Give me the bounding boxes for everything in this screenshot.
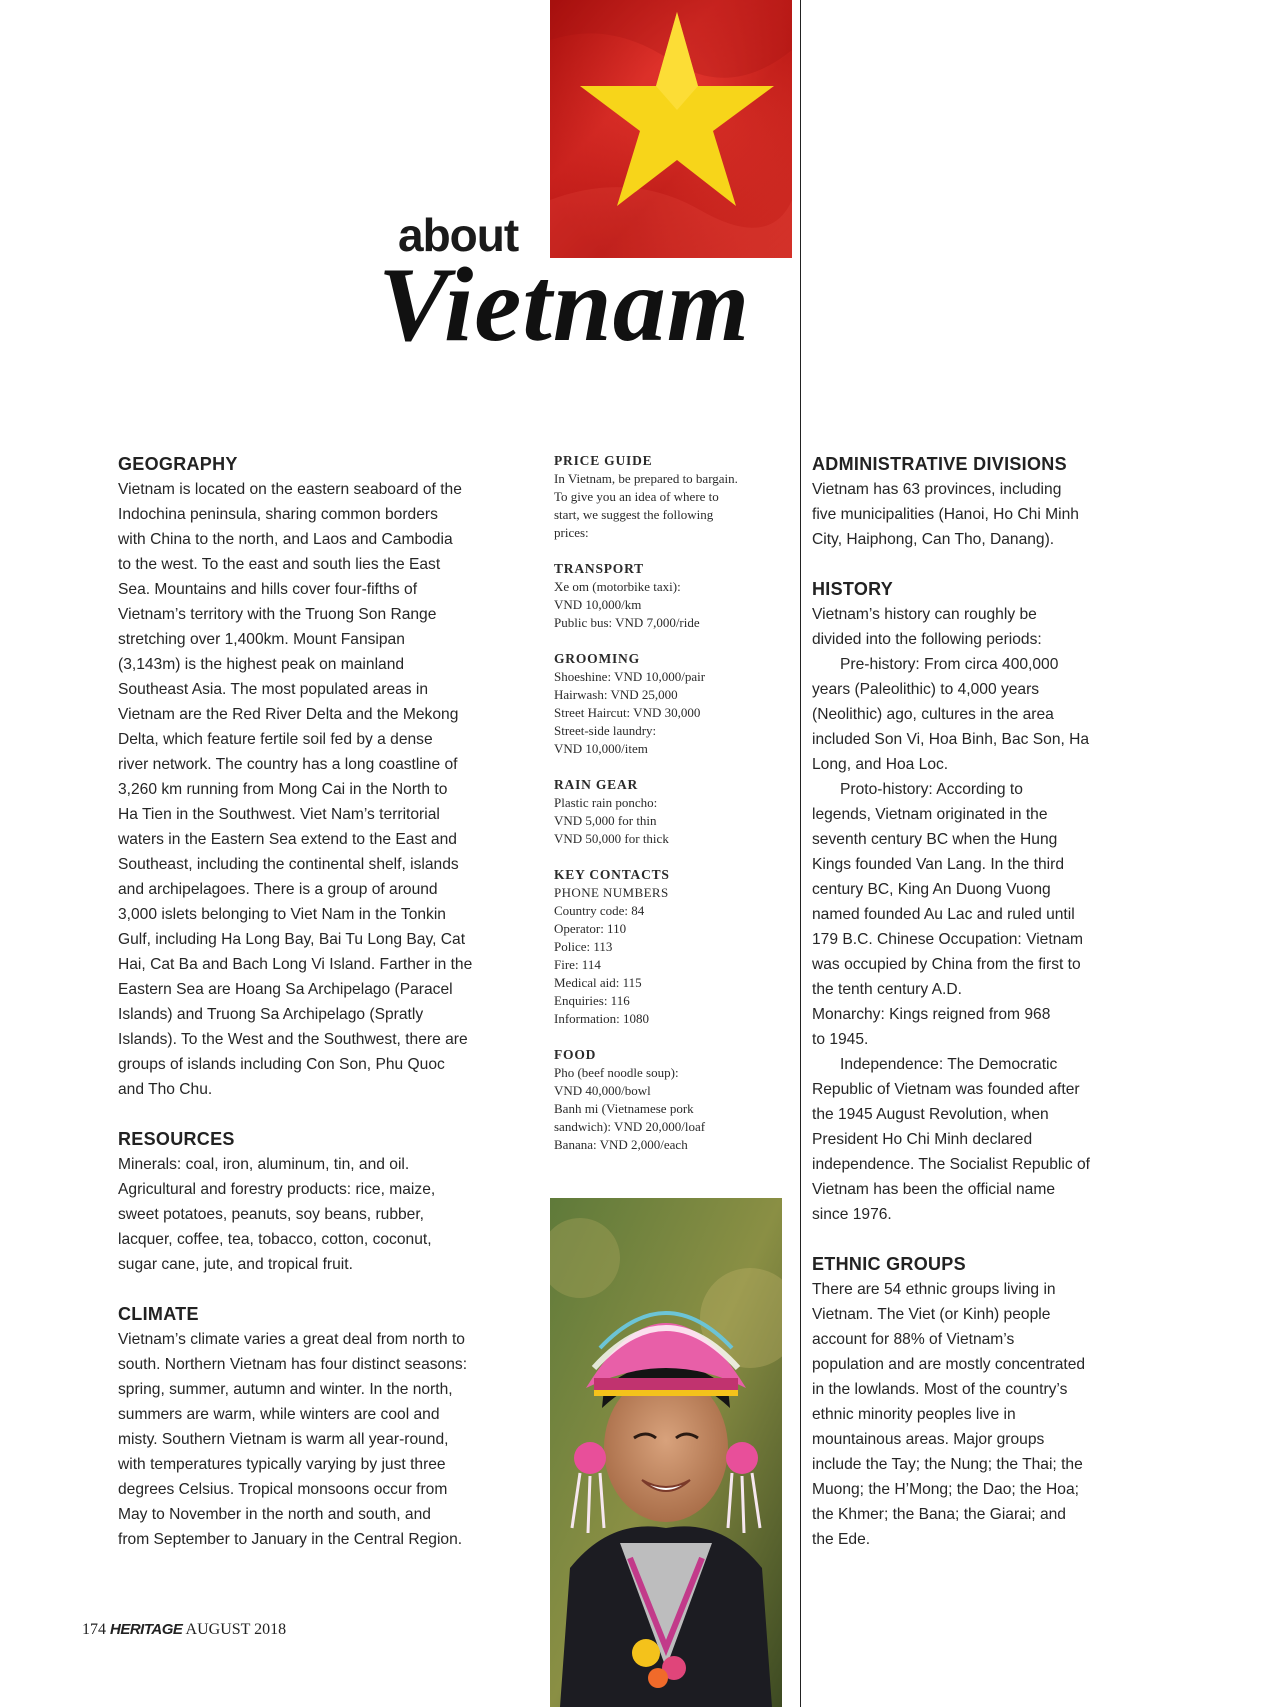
food-line: VND 40,000/bowl — [554, 1083, 651, 1098]
admin-line: Vietnam has 63 provinces, including — [812, 481, 1062, 498]
ethnic-section — [812, 1251, 1132, 1552]
grooming-heading: GROOMING — [554, 651, 640, 666]
geography-line: Gulf, including Ha Long Bay, Bai Tu Long Bay, Cat — [118, 931, 466, 948]
grooming-line: Hairwash: VND 25,000 — [554, 687, 678, 702]
history-line: since 1976. — [812, 1206, 892, 1223]
history-line: named founded Au Lac and ruled until — [812, 906, 1075, 923]
climate-line: south. Northern Vietnam has four distinct seasons: — [118, 1356, 468, 1373]
geography-line: with China to the north, and Laos and Cambodia — [118, 531, 453, 548]
ethnic-line: Muong; the H’Mong; the Dao; the Hoa; — [812, 1481, 1079, 1498]
middle-column — [554, 452, 794, 1154]
ethnic-line: account for 88% of Vietnam’s — [812, 1331, 1015, 1348]
price-guide-section — [554, 452, 794, 542]
ethnic-line: mountainous areas. Major groups — [812, 1431, 1045, 1448]
issue-date: AUGUST 2018 — [185, 1621, 287, 1638]
history-line: divided into the following periods: — [812, 631, 1042, 648]
rain-gear-line: VND 50,000 for thick — [554, 831, 669, 846]
admin-heading: ADMINISTRATIVE DIVISIONS — [812, 454, 1067, 474]
transport-section — [554, 560, 794, 632]
vietnam-flag-image — [550, 0, 792, 258]
resources-line: Agricultural and forestry products: rice, maize, — [118, 1181, 436, 1198]
geography-line: waters in the Eastern Sea extend to the East and — [118, 831, 457, 848]
history-line: Monarchy: Kings reigned from 968 — [812, 1006, 1051, 1023]
geography-line: 3,260 km running from Mong Cai in the North to — [118, 781, 448, 798]
price-guide-line: In Vietnam, be prepared to bargain. — [554, 471, 738, 486]
page-title: Vietnam — [378, 246, 751, 363]
transport-line: Xe om (motorbike taxi): — [554, 579, 681, 594]
history-line: Vietnam has been the official name — [812, 1181, 1056, 1198]
ethnic-line: ethnic minority peoples live in — [812, 1406, 1016, 1423]
history-line: Republic of Vietnam was founded after — [812, 1081, 1080, 1098]
geography-line: Vietnam’s territory with the Truong Son Range — [118, 606, 437, 623]
history-line: Proto-history: According to — [840, 781, 1023, 798]
rain-gear-heading: RAIN GEAR — [554, 777, 639, 792]
key-contacts-line: Police: 113 — [554, 939, 613, 954]
magazine-name: HERITAGE — [110, 1621, 183, 1638]
food-section — [554, 1046, 794, 1154]
geography-line: Vietnam is located on the eastern seaboard of the — [118, 481, 462, 498]
climate-line: spring, summer, autumn and winter. In the north, — [118, 1381, 453, 1398]
history-line: Independence: The Democratic — [840, 1056, 1058, 1073]
geography-line: river network. The country has a long coastline of — [118, 756, 458, 773]
geography-line: Southeast, including the continental shelf, islands — [118, 856, 459, 873]
history-line: legends, Vietnam originated in the — [812, 806, 1048, 823]
climate-body — [118, 1327, 508, 1552]
key-contacts-section — [554, 866, 794, 1028]
page-footer — [82, 1621, 286, 1639]
history-line: century BC, King An Duong Vuong — [812, 881, 1051, 898]
geography-line: Vietnam are the Red River Delta and the Mekong — [118, 706, 459, 723]
geography-line: Eastern Sea are Hoang Sa Archipelago (Paracel — [118, 981, 453, 998]
key-contacts-line: Medical aid: 115 — [554, 975, 642, 990]
geography-body — [118, 477, 508, 1102]
resources-line: sugar cane, jute, and tropical fruit. — [118, 1256, 353, 1273]
history-line: 179 B.C. Chinese Occupation: Vietnam — [812, 931, 1084, 948]
transport-body — [554, 578, 794, 632]
resources-body — [118, 1152, 508, 1277]
key-contacts-line: Country code: 84 — [554, 903, 645, 918]
woman-portrait-photo — [550, 1198, 782, 1707]
history-line: Vietnam’s history can roughly be — [812, 606, 1037, 623]
climate-line: May to November in the north and south, and — [118, 1506, 431, 1523]
climate-heading: CLIMATE — [118, 1304, 199, 1324]
geography-line: to the west. To the east and south lies the East — [118, 556, 441, 573]
food-line: Banana: VND 2,000/each — [554, 1137, 688, 1152]
climate-line: degrees Celsius. Tropical monsoons occur from — [118, 1481, 448, 1498]
rain-gear-line: Plastic rain poncho: — [554, 795, 658, 810]
admin-body — [812, 477, 1132, 552]
rain-gear-section — [554, 776, 794, 848]
climate-line: with temperatures typically varying by just three — [118, 1456, 446, 1473]
title-about: about — [398, 209, 519, 261]
history-line: was occupied by China from the first to — [812, 956, 1081, 973]
ethnic-line: Vietnam. The Viet (or Kinh) people — [812, 1306, 1051, 1323]
ethnic-heading: ETHNIC GROUPS — [812, 1254, 966, 1274]
geography-line: and archipelagoes. There is a group of around — [118, 881, 438, 898]
resources-line: sweet potatoes, peanuts, soy beans, rubber, — [118, 1206, 425, 1223]
price-guide-line: To give you an idea of where to — [554, 489, 719, 504]
grooming-line: Street-side laundry: — [554, 723, 657, 738]
geography-line: (3,143m) is the highest peak on mainland — [118, 656, 405, 673]
geography-line: Islands) and Truong Sa Archipelago (Spratly — [118, 1006, 424, 1023]
transport-line: Public bus: VND 7,000/ride — [554, 615, 700, 630]
price-guide-body — [554, 470, 794, 542]
history-line: (Neolithic) ago, cultures in the area — [812, 706, 1054, 723]
geography-line: 3,000 islets belonging to Viet Nam in the Tonkin — [118, 906, 446, 923]
right-column — [812, 451, 1132, 1552]
geography-section — [118, 451, 508, 1102]
food-heading: FOOD — [554, 1047, 597, 1062]
geography-line: Indochina peninsula, sharing common borders — [118, 506, 438, 523]
transport-line: VND 10,000/km — [554, 597, 642, 612]
climate-section — [118, 1301, 508, 1552]
geography-line: Ha Tien in the Southwest. Viet Nam’s territorial — [118, 806, 440, 823]
ethnic-line: the Ede. — [812, 1531, 871, 1548]
resources-section — [118, 1126, 508, 1277]
history-line: included Son Vi, Hoa Binh, Bac Son, Ha — [812, 731, 1090, 748]
grooming-line: Shoeshine: VND 10,000/pair — [554, 669, 706, 684]
page-number: 174 — [82, 1621, 106, 1638]
food-body — [554, 1064, 794, 1154]
geography-line: Hai, Cat Ba and Bach Long Vi Island. Farther in the — [118, 956, 473, 973]
key-contacts-line: Enquiries: 116 — [554, 993, 630, 1008]
key-contacts-line: Information: 1080 — [554, 1011, 649, 1026]
admin-section — [812, 451, 1132, 552]
history-line: years (Paleolithic) to 4,000 years — [812, 681, 1040, 698]
transport-heading: TRANSPORT — [554, 561, 644, 576]
price-guide-line: start, we suggest the following — [554, 507, 714, 522]
history-line: Pre-history: From circa 400,000 — [840, 656, 1059, 673]
history-line: the tenth century A.D. — [812, 981, 962, 998]
left-column — [118, 451, 508, 1552]
geography-line: groups of islands including Con Son, Phu Quoc — [118, 1056, 445, 1073]
geography-line: and Tho Chu. — [118, 1081, 213, 1098]
geography-line: stretching over 1,400km. Mount Fansipan — [118, 631, 405, 648]
key-contacts-body — [554, 884, 794, 1028]
key-contacts-line: Operator: 110 — [554, 921, 627, 936]
ethnic-line: in the lowlands. Most of the country’s — [812, 1381, 1068, 1398]
admin-line: City, Haiphong, Can Tho, Danang). — [812, 531, 1055, 548]
history-line: Kings founded Van Lang. In the third — [812, 856, 1064, 873]
ethnic-line: population and are mostly concentrated — [812, 1356, 1086, 1373]
resources-line: lacquer, coffee, tea, tobacco, cotton, coconut, — [118, 1231, 432, 1248]
history-line: the 1945 August Revolution, when — [812, 1106, 1049, 1123]
history-line: Long, and Hoa Loc. — [812, 756, 949, 773]
price-guide-heading: PRICE GUIDE — [554, 453, 653, 468]
grooming-line: Street Haircut: VND 30,000 — [554, 705, 701, 720]
geography-line: Sea. Mountains and hills cover four-fifths of — [118, 581, 418, 598]
geography-line: Delta, which feature fertile soil fed by a dense — [118, 731, 433, 748]
resources-line: Minerals: coal, iron, aluminum, tin, and oil. — [118, 1156, 410, 1173]
rain-gear-body — [554, 794, 794, 848]
climate-line: Vietnam’s climate varies a great deal from north to — [118, 1331, 465, 1348]
grooming-line: VND 10,000/item — [554, 741, 648, 756]
history-body — [812, 602, 1132, 1227]
history-heading: HISTORY — [812, 579, 894, 599]
food-line: Banh mi (Vietnamese pork — [554, 1101, 694, 1116]
geography-line: Southeast Asia. The most populated areas in — [118, 681, 429, 698]
history-line: independence. The Socialist Republic of — [812, 1156, 1090, 1173]
ethnic-line: the Khmer; the Bana; the Giarai; and — [812, 1506, 1066, 1523]
ethnic-line: include the Tay; the Nung; the Thai; the — [812, 1456, 1083, 1473]
price-guide-line: prices: — [554, 525, 589, 540]
phone-numbers-subheading: PHONE NUMBERS — [554, 885, 669, 900]
key-contacts-heading: KEY CONTACTS — [554, 867, 670, 882]
admin-line: five municipalities (Hanoi, Ho Chi Minh — [812, 506, 1079, 523]
rain-gear-line: VND 5,000 for thin — [554, 813, 657, 828]
ethnic-body — [812, 1277, 1132, 1552]
history-line: to 1945. — [812, 1031, 869, 1048]
history-line: President Ho Chi Minh declared — [812, 1131, 1033, 1148]
resources-heading: RESOURCES — [118, 1129, 235, 1149]
grooming-body — [554, 668, 794, 758]
climate-line: summers are warm, while winters are cool and — [118, 1406, 440, 1423]
geography-line: Islands). To the West and the Southwest, there are — [118, 1031, 468, 1048]
history-line: seventh century BC when the Hung — [812, 831, 1058, 848]
ethnic-line: There are 54 ethnic groups living in — [812, 1281, 1056, 1298]
climate-line: misty. Southern Vietnam is warm all year-round, — [118, 1431, 449, 1448]
column-divider — [800, 0, 801, 1707]
grooming-section — [554, 650, 794, 758]
climate-line: from September to January in the Central Region. — [118, 1531, 463, 1548]
history-section — [812, 576, 1132, 1227]
key-contacts-line: Fire: 114 — [554, 957, 601, 972]
food-line: Pho (beef noodle soup): — [554, 1065, 679, 1080]
food-line: sandwich): VND 20,000/loaf — [554, 1119, 706, 1134]
geography-heading: GEOGRAPHY — [118, 454, 238, 474]
